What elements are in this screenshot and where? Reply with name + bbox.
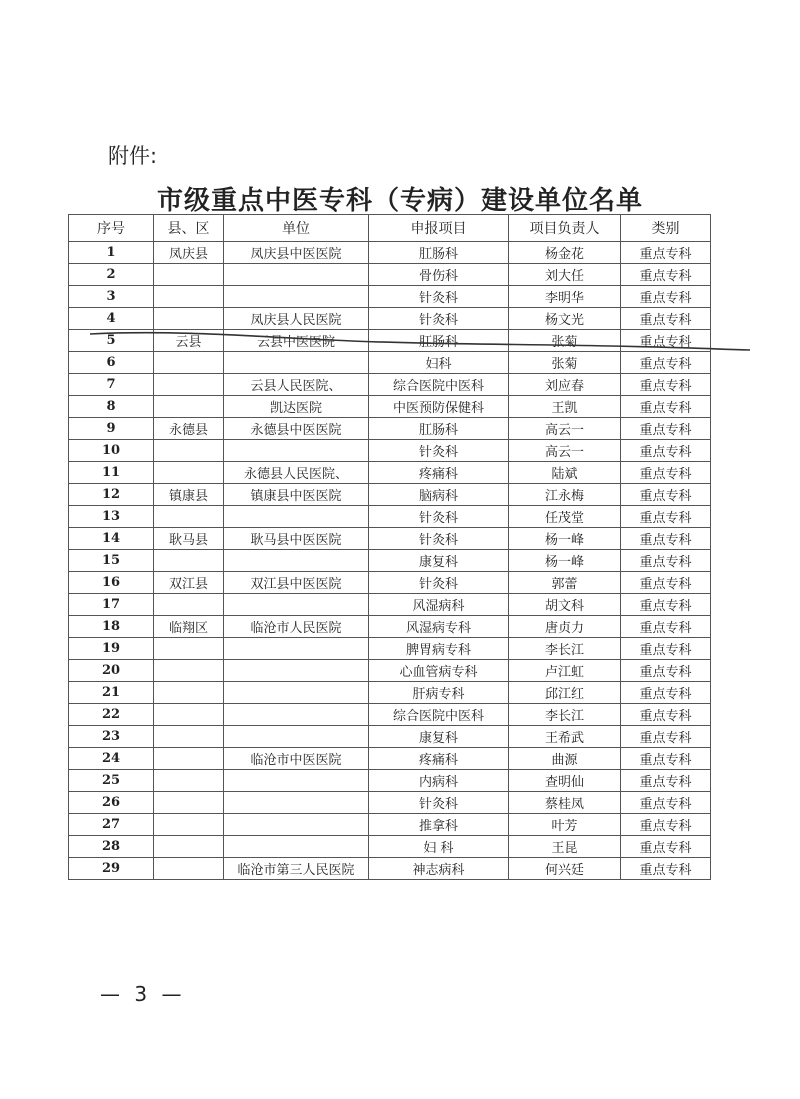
table-row bbox=[69, 836, 711, 858]
cell-unit bbox=[224, 286, 369, 308]
cell-unit: 凤庆县人民医院 bbox=[224, 308, 369, 330]
cell-unit bbox=[224, 792, 369, 814]
cell-leader: 唐贞力 bbox=[509, 616, 621, 638]
cell-county bbox=[154, 550, 224, 572]
cell-leader: 邱江红 bbox=[509, 682, 621, 704]
cell-project: 脑病科 bbox=[369, 484, 509, 506]
cell-type: 重点专科 bbox=[621, 836, 711, 858]
cell-no: 28 bbox=[69, 836, 154, 858]
cell-no: 14 bbox=[69, 528, 154, 550]
table-header-row bbox=[69, 215, 711, 242]
table-row bbox=[69, 396, 711, 418]
cell-county bbox=[154, 396, 224, 418]
cell-county: 临翔区 bbox=[154, 616, 224, 638]
table-row bbox=[69, 704, 711, 726]
cell-type: 重点专科 bbox=[621, 484, 711, 506]
cell-no: 19 bbox=[69, 638, 154, 660]
cell-leader: 郭蕾 bbox=[509, 572, 621, 594]
cell-unit: 耿马县中医医院 bbox=[224, 528, 369, 550]
cell-leader: 杨一峰 bbox=[509, 528, 621, 550]
cell-leader: 刘大任 bbox=[509, 264, 621, 286]
cell-leader: 李长江 bbox=[509, 704, 621, 726]
cell-leader: 张菊 bbox=[509, 330, 621, 352]
cell-no: 7 bbox=[69, 374, 154, 396]
cell-no: 23 bbox=[69, 726, 154, 748]
cell-type: 重点专科 bbox=[621, 308, 711, 330]
cell-no: 21 bbox=[69, 682, 154, 704]
cell-unit: 凯达医院 bbox=[224, 396, 369, 418]
cell-county bbox=[154, 770, 224, 792]
cell-county bbox=[154, 748, 224, 770]
cell-no: 25 bbox=[69, 770, 154, 792]
table-row bbox=[69, 484, 711, 506]
header-no: 序号 bbox=[69, 215, 154, 242]
cell-no: 9 bbox=[69, 418, 154, 440]
cell-county bbox=[154, 836, 224, 858]
cell-county bbox=[154, 792, 224, 814]
cell-unit bbox=[224, 440, 369, 462]
cell-unit: 永德县人民医院、 bbox=[224, 462, 369, 484]
cell-leader: 江永梅 bbox=[509, 484, 621, 506]
table-row bbox=[69, 242, 711, 264]
cell-no: 8 bbox=[69, 396, 154, 418]
cell-no: 16 bbox=[69, 572, 154, 594]
cell-county bbox=[154, 264, 224, 286]
cell-county bbox=[154, 440, 224, 462]
table-row bbox=[69, 594, 711, 616]
cell-type: 重点专科 bbox=[621, 726, 711, 748]
header-project: 申报项目 bbox=[369, 215, 509, 242]
table-row bbox=[69, 528, 711, 550]
cell-county: 永德县 bbox=[154, 418, 224, 440]
page-number: — 3 — bbox=[100, 982, 186, 1006]
header-county: 县、区 bbox=[154, 215, 224, 242]
cell-type: 重点专科 bbox=[621, 770, 711, 792]
table-row bbox=[69, 264, 711, 286]
table-row bbox=[69, 770, 711, 792]
cell-project: 妇科 bbox=[369, 352, 509, 374]
cell-county bbox=[154, 726, 224, 748]
cell-unit: 凤庆县中医医院 bbox=[224, 242, 369, 264]
cell-type: 重点专科 bbox=[621, 242, 711, 264]
cell-project: 风湿病科 bbox=[369, 594, 509, 616]
cell-no: 4 bbox=[69, 308, 154, 330]
cell-unit bbox=[224, 550, 369, 572]
cell-leader: 王昆 bbox=[509, 836, 621, 858]
cell-type: 重点专科 bbox=[621, 858, 711, 880]
cell-project: 肛肠科 bbox=[369, 242, 509, 264]
cell-no: 11 bbox=[69, 462, 154, 484]
cell-type: 重点专科 bbox=[621, 572, 711, 594]
cell-type: 重点专科 bbox=[621, 418, 711, 440]
table-row bbox=[69, 506, 711, 528]
cell-unit: 临沧市第三人民医院 bbox=[224, 858, 369, 880]
cell-project: 心血管病专科 bbox=[369, 660, 509, 682]
cell-project: 针灸科 bbox=[369, 572, 509, 594]
cell-unit bbox=[224, 506, 369, 528]
cell-no: 17 bbox=[69, 594, 154, 616]
cell-project: 肛肠科 bbox=[369, 418, 509, 440]
cell-type: 重点专科 bbox=[621, 440, 711, 462]
cell-type: 重点专科 bbox=[621, 286, 711, 308]
cell-no: 26 bbox=[69, 792, 154, 814]
table-row bbox=[69, 814, 711, 836]
cell-leader: 李明华 bbox=[509, 286, 621, 308]
cell-county bbox=[154, 352, 224, 374]
cell-leader: 陆斌 bbox=[509, 462, 621, 484]
header-unit: 单位 bbox=[224, 215, 369, 242]
cell-project: 针灸科 bbox=[369, 308, 509, 330]
cell-unit: 镇康县中医医院 bbox=[224, 484, 369, 506]
cell-leader: 叶芳 bbox=[509, 814, 621, 836]
cell-unit bbox=[224, 682, 369, 704]
cell-project: 骨伤科 bbox=[369, 264, 509, 286]
cell-unit bbox=[224, 814, 369, 836]
cell-no: 6 bbox=[69, 352, 154, 374]
cell-type: 重点专科 bbox=[621, 550, 711, 572]
cell-project: 脾胃病专科 bbox=[369, 638, 509, 660]
cell-unit bbox=[224, 770, 369, 792]
cell-no: 24 bbox=[69, 748, 154, 770]
cell-no: 10 bbox=[69, 440, 154, 462]
cell-no: 29 bbox=[69, 858, 154, 880]
table-row bbox=[69, 374, 711, 396]
cell-no: 15 bbox=[69, 550, 154, 572]
cell-project: 综合医院中医科 bbox=[369, 374, 509, 396]
cell-project: 康复科 bbox=[369, 726, 509, 748]
cell-project: 综合医院中医科 bbox=[369, 704, 509, 726]
cell-unit: 双江县中医医院 bbox=[224, 572, 369, 594]
cell-type: 重点专科 bbox=[621, 682, 711, 704]
cell-unit bbox=[224, 726, 369, 748]
table-row bbox=[69, 352, 711, 374]
cell-unit bbox=[224, 704, 369, 726]
header-type: 类别 bbox=[621, 215, 711, 242]
cell-no: 18 bbox=[69, 616, 154, 638]
table-row bbox=[69, 418, 711, 440]
cell-type: 重点专科 bbox=[621, 594, 711, 616]
cell-leader: 卢江虹 bbox=[509, 660, 621, 682]
cell-unit bbox=[224, 264, 369, 286]
cell-unit: 临沧市中医医院 bbox=[224, 748, 369, 770]
cell-leader: 李长江 bbox=[509, 638, 621, 660]
cell-type: 重点专科 bbox=[621, 462, 711, 484]
table-row bbox=[69, 572, 711, 594]
cell-leader: 杨金花 bbox=[509, 242, 621, 264]
cell-project: 康复科 bbox=[369, 550, 509, 572]
table-row bbox=[69, 550, 711, 572]
header-leader: 项目负责人 bbox=[509, 215, 621, 242]
table-row bbox=[69, 660, 711, 682]
table-row bbox=[69, 858, 711, 880]
cell-county bbox=[154, 660, 224, 682]
cell-project: 针灸科 bbox=[369, 528, 509, 550]
cell-project: 风湿病专科 bbox=[369, 616, 509, 638]
cell-county bbox=[154, 858, 224, 880]
table-row bbox=[69, 748, 711, 770]
cell-leader: 胡文科 bbox=[509, 594, 621, 616]
cell-type: 重点专科 bbox=[621, 704, 711, 726]
cell-unit bbox=[224, 352, 369, 374]
cell-type: 重点专科 bbox=[621, 396, 711, 418]
cell-county bbox=[154, 814, 224, 836]
cell-project: 针灸科 bbox=[369, 506, 509, 528]
cell-no: 12 bbox=[69, 484, 154, 506]
cell-type: 重点专科 bbox=[621, 352, 711, 374]
cell-unit: 云县中医医院 bbox=[224, 330, 369, 352]
cell-no: 27 bbox=[69, 814, 154, 836]
cell-unit: 临沧市人民医院 bbox=[224, 616, 369, 638]
cell-no: 22 bbox=[69, 704, 154, 726]
table-row bbox=[69, 616, 711, 638]
cell-project: 推拿科 bbox=[369, 814, 509, 836]
cell-project: 神志病科 bbox=[369, 858, 509, 880]
cell-unit: 永德县中医医院 bbox=[224, 418, 369, 440]
cell-county bbox=[154, 682, 224, 704]
cell-county bbox=[154, 462, 224, 484]
cell-leader: 杨一峰 bbox=[509, 550, 621, 572]
cell-county bbox=[154, 374, 224, 396]
cell-project: 妇 科 bbox=[369, 836, 509, 858]
cell-leader: 曲源 bbox=[509, 748, 621, 770]
cell-project: 针灸科 bbox=[369, 286, 509, 308]
cell-county: 耿马县 bbox=[154, 528, 224, 550]
table-row bbox=[69, 440, 711, 462]
cell-county bbox=[154, 308, 224, 330]
cell-type: 重点专科 bbox=[621, 748, 711, 770]
cell-project: 中医预防保健科 bbox=[369, 396, 509, 418]
cell-leader: 查明仙 bbox=[509, 770, 621, 792]
cell-leader: 王凯 bbox=[509, 396, 621, 418]
cell-unit bbox=[224, 638, 369, 660]
cell-leader: 张菊 bbox=[509, 352, 621, 374]
cell-county: 双江县 bbox=[154, 572, 224, 594]
table-row bbox=[69, 308, 711, 330]
cell-leader: 蔡桂凤 bbox=[509, 792, 621, 814]
cell-project: 针灸科 bbox=[369, 792, 509, 814]
cell-project: 疼痛科 bbox=[369, 748, 509, 770]
cell-type: 重点专科 bbox=[621, 264, 711, 286]
cell-type: 重点专科 bbox=[621, 528, 711, 550]
cell-type: 重点专科 bbox=[621, 616, 711, 638]
cell-county: 镇康县 bbox=[154, 484, 224, 506]
cell-no: 2 bbox=[69, 264, 154, 286]
table-row bbox=[69, 726, 711, 748]
cell-type: 重点专科 bbox=[621, 506, 711, 528]
table-row bbox=[69, 462, 711, 484]
cell-project: 疼痛科 bbox=[369, 462, 509, 484]
cell-leader: 王希武 bbox=[509, 726, 621, 748]
cell-type: 重点专科 bbox=[621, 330, 711, 352]
cell-leader: 刘应春 bbox=[509, 374, 621, 396]
table-row bbox=[69, 638, 711, 660]
cell-no: 3 bbox=[69, 286, 154, 308]
cell-leader: 高云一 bbox=[509, 440, 621, 462]
cell-leader: 高云一 bbox=[509, 418, 621, 440]
table-body bbox=[69, 242, 711, 880]
cell-leader: 何兴廷 bbox=[509, 858, 621, 880]
cell-county bbox=[154, 506, 224, 528]
table-row bbox=[69, 330, 711, 352]
cell-type: 重点专科 bbox=[621, 792, 711, 814]
attachment-label: 附件: bbox=[108, 144, 158, 168]
cell-leader: 任茂堂 bbox=[509, 506, 621, 528]
cell-type: 重点专科 bbox=[621, 660, 711, 682]
cell-county: 云县 bbox=[154, 330, 224, 352]
cell-county bbox=[154, 638, 224, 660]
cell-unit: 云县人民医院、 bbox=[224, 374, 369, 396]
cell-project: 肛肠科 bbox=[369, 330, 509, 352]
cell-unit bbox=[224, 594, 369, 616]
cell-type: 重点专科 bbox=[621, 814, 711, 836]
cell-unit bbox=[224, 836, 369, 858]
cell-project: 肝病专科 bbox=[369, 682, 509, 704]
cell-unit bbox=[224, 660, 369, 682]
cell-project: 针灸科 bbox=[369, 440, 509, 462]
cell-no: 5 bbox=[69, 330, 154, 352]
cell-type: 重点专科 bbox=[621, 374, 711, 396]
cell-type: 重点专科 bbox=[621, 638, 711, 660]
cell-county bbox=[154, 594, 224, 616]
cell-leader: 杨文光 bbox=[509, 308, 621, 330]
cell-county bbox=[154, 704, 224, 726]
cell-no: 1 bbox=[69, 242, 154, 264]
cell-project: 内病科 bbox=[369, 770, 509, 792]
cell-no: 13 bbox=[69, 506, 154, 528]
table-row bbox=[69, 682, 711, 704]
cell-no: 20 bbox=[69, 660, 154, 682]
table-row bbox=[69, 792, 711, 814]
cell-county: 凤庆县 bbox=[154, 242, 224, 264]
table-row bbox=[69, 286, 711, 308]
cell-county bbox=[154, 286, 224, 308]
specialty-table bbox=[68, 214, 711, 880]
document-title: 市级重点中医专科（专病）建设单位名单 bbox=[156, 186, 643, 216]
